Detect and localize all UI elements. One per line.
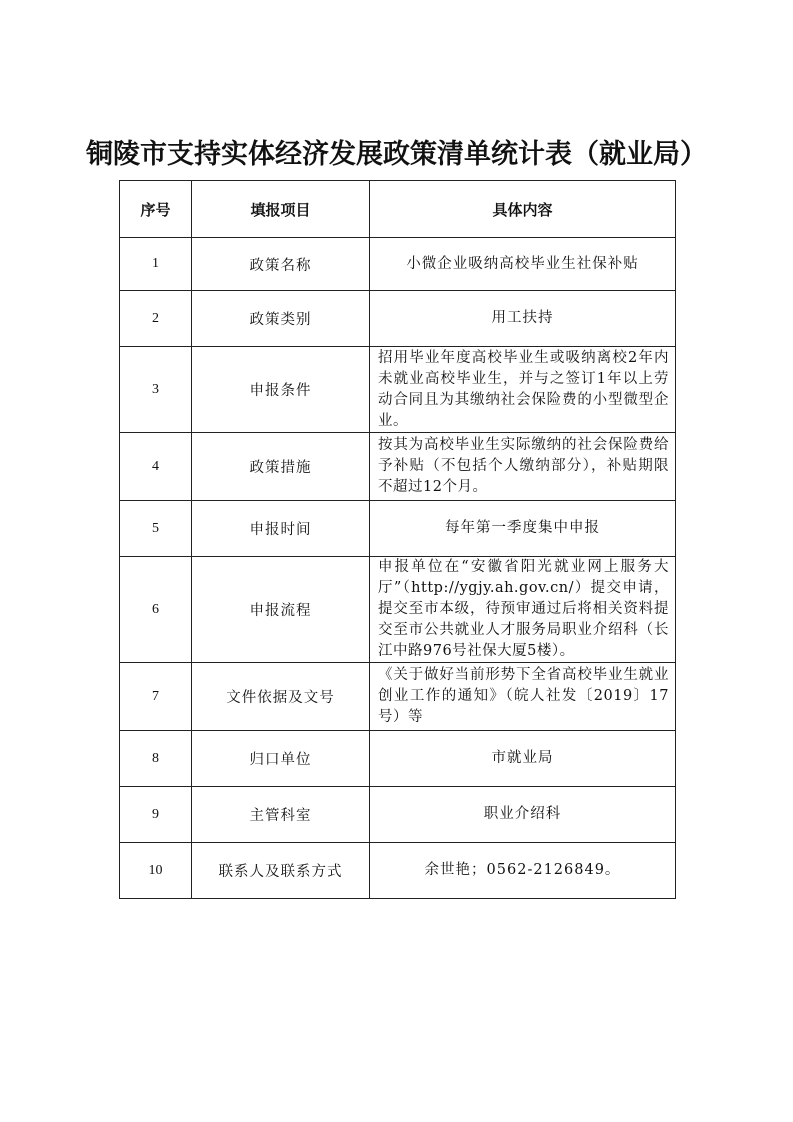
row-content: 市就业局 [370,731,676,787]
row-item: 主管科室 [192,787,370,843]
row-index: 2 [120,291,192,347]
table-row [120,238,676,291]
row-item: 申报时间 [192,501,370,557]
row-content: 职业介绍科 [370,787,676,843]
row-content: 申报单位在“安徽省阳光就业网上服务大厅”（http://ygjy.ah.gov.cn/）提交申请，提交至市本级，待预审通过后将相关资料提交至市公共就业人才服务局职业介绍科（长江中路976号社保大厦5楼）。 [370,557,676,663]
row-item: 申报条件 [192,347,370,433]
header-item: 填报项目 [192,181,370,238]
row-index: 4 [120,433,192,501]
row-index: 10 [120,843,192,899]
table-row [120,433,676,501]
row-content: 按其为高校毕业生实际缴纳的社会保险费给予补贴（不包括个人缴纳部分），补贴期限不超过12个月。 [370,433,676,501]
row-content: 余世艳；0562-2126849。 [370,843,676,899]
row-content: 招用毕业年度高校毕业生或吸纳离校2年内未就业高校毕业生，并与之签订1年以上劳动合同且为其缴纳社会保险费的小型微型企业。 [370,347,676,433]
header-index: 序号 [120,181,192,238]
row-index: 6 [120,557,192,663]
row-item: 申报流程 [192,557,370,663]
row-item: 联系人及联系方式 [192,843,370,899]
table-row [120,731,676,787]
row-index: 7 [120,663,192,731]
row-index: 1 [120,238,192,291]
table-row [120,501,676,557]
row-content: 每年第一季度集中申报 [370,501,676,557]
row-item: 归口单位 [192,731,370,787]
row-item: 文件依据及文号 [192,663,370,731]
table-row [120,347,676,433]
row-content: 用工扶持 [370,291,676,347]
table-row [120,291,676,347]
row-item: 政策措施 [192,433,370,501]
table-header-row [120,181,676,238]
row-index: 3 [120,347,192,433]
row-index: 5 [120,501,192,557]
table-row [120,663,676,731]
document-title: 铜陵市支持实体经济发展政策清单统计表（就业局） [86,139,707,170]
policy-table [119,180,676,899]
row-index: 9 [120,787,192,843]
row-item: 政策名称 [192,238,370,291]
row-content: 《关于做好当前形势下全省高校毕业生就业创业工作的通知》（皖人社发〔2019〕17号）等 [370,663,676,731]
table-row [120,843,676,899]
row-content: 小微企业吸纳高校毕业生社保补贴 [370,238,676,291]
header-content: 具体内容 [370,181,676,238]
row-index: 8 [120,731,192,787]
row-item: 政策类别 [192,291,370,347]
table-row [120,787,676,843]
table-row [120,557,676,663]
